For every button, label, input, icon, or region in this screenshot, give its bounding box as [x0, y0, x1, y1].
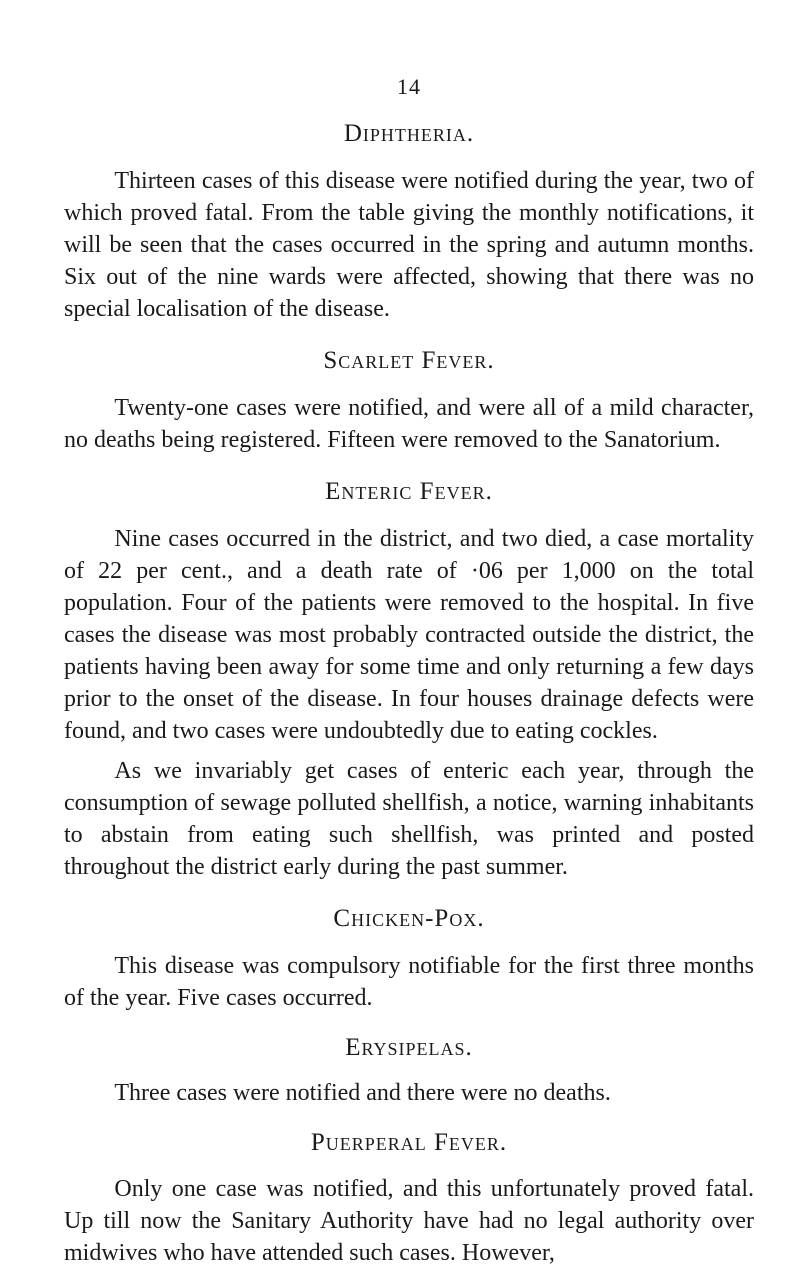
section-heading-puerperal-fever: Puerperal Fever.	[310, 1128, 508, 1156]
paragraph-scarlet-fever: Twenty-one cases were notified, and were all of a mild character, no deaths being registered. Fifteen were removed to the Sanatorium.	[64, 395, 754, 454]
paragraph-diphtheria: Thirteen cases of this disease were notified during the year, two of which proved fatal. From the table giving the monthly notifications, it will be seen that the cases occurred in the spring and autumn months. Six out of the nine wards were affected, showing that there was no special localisation of the disease.	[64, 168, 754, 323]
page-number: 14	[397, 74, 421, 99]
paragraph-enteric-fever-notice: As we invariably get cases of enteric each year, through the consumption of sewage polluted shellfish, a notice, warning inhabitants to abstain from eating such shellfish, was printed and posted throughout the district early during the past summer.	[64, 758, 754, 880]
paragraph-puerperal-fever: Only one case was notified, and this unfortunately proved fatal. Up till now the Sanitary Authority have had no legal authority over midwives who have attended such cases. However,	[64, 1175, 754, 1266]
paragraph-enteric-fever-cases: Nine cases occurred in the district, and two died, a case mortality of 22 per cent., and a death rate of ·06 per 1,000 on the total population. Four of the patients were removed to the hospital. In five cases the disease was most probably contracted outside the district, the patients having been away for some time and only returning a few days prior to the onset of the disease. In four houses drainage defects were found, and two cases were undoubtedly due to eating cockles.	[64, 526, 754, 745]
section-heading-chicken-pox: Chicken-Pox.	[333, 904, 485, 932]
paragraph-chicken-pox: This disease was compulsory notifiable for the first three months of the year. Five cases occurred.	[64, 953, 754, 1012]
section-heading-diphtheria: Diphtheria.	[343, 119, 475, 147]
section-heading-erysipelas: Erysipelas.	[345, 1033, 473, 1061]
section-heading-scarlet-fever: Scarlet Fever.	[323, 346, 495, 374]
section-heading-enteric-fever: Enteric Fever.	[325, 477, 493, 505]
paragraph-erysipelas: Three cases were notified and there were no deaths.	[114, 1080, 611, 1107]
